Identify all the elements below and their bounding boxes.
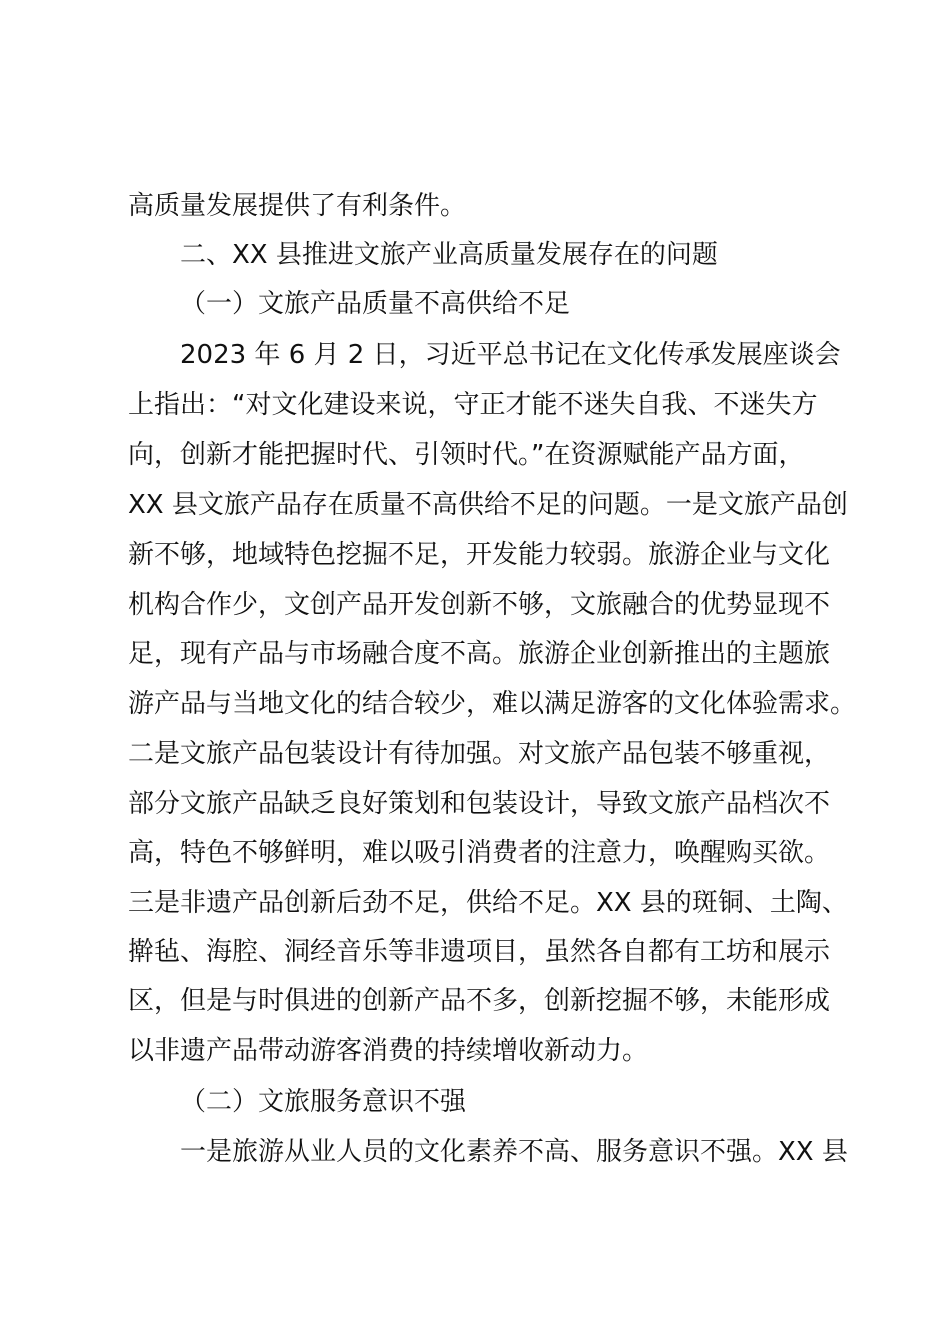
body-text-line: 游产品与当地文化的结合较少，难以满足游客的文化体验需求。: [128, 689, 857, 719]
body-text-line: 机构合作少，文创产品开发创新不够，文旅融合的优势显现不: [128, 590, 831, 620]
body-text-line: 高质量发展提供了有利条件。: [128, 191, 467, 221]
body-text-line: XX 县文旅产品存在质量不高供给不足的问题。一是文旅产品创: [128, 490, 848, 520]
body-text-line: 上指出：“对文化建设来说，守正才能不迷失自我、不迷失方: [128, 390, 818, 420]
body-text-line: 向，创新才能把握时代、引领时代。”在资源赋能产品方面，: [128, 440, 805, 470]
body-text-line: 二是文旅产品包装设计有待加强。对文旅产品包装不够重视，: [128, 739, 831, 769]
body-text-line: 区，但是与时俱进的创新产品不多，创新挖掘不够，未能形成: [128, 986, 831, 1016]
body-text-line: 以非遗产品带动游客消费的持续增收新动力。: [128, 1036, 649, 1066]
body-text-line: 高，特色不够鲜明，难以吸引消费者的注意力，唤醒购买欲。: [128, 838, 831, 868]
body-text-line: 足，现有产品与市场融合度不高。旅游企业创新推出的主题旅: [128, 639, 831, 669]
section-heading: 二、XX 县推进文旅产业高质量发展存在的问题: [180, 240, 718, 270]
body-text-line: 擀毡、海腔、洞经音乐等非遗项目，虽然各自都有工坊和展示: [128, 937, 831, 967]
body-text-line: 新不够，地域特色挖掘不足，开发能力较弱。旅游企业与文化: [128, 540, 831, 570]
body-text-line: 三是非遗产品创新后劲不足，供给不足。XX 县的斑铜、土陶、: [128, 888, 848, 918]
subsection-heading: （二）文旅服务意识不强: [180, 1087, 467, 1117]
body-text-line: 2023 年 6 月 2 日，习近平总书记在文化传承发展座谈会: [180, 340, 841, 370]
body-text-line: 一是旅游从业人员的文化素养不高、服务意识不强。XX 县: [180, 1137, 848, 1167]
body-text-line: 部分文旅产品缺乏良好策划和包装设计，导致文旅产品档次不: [128, 789, 831, 819]
subsection-heading: （一）文旅产品质量不高供给不足: [180, 289, 571, 319]
